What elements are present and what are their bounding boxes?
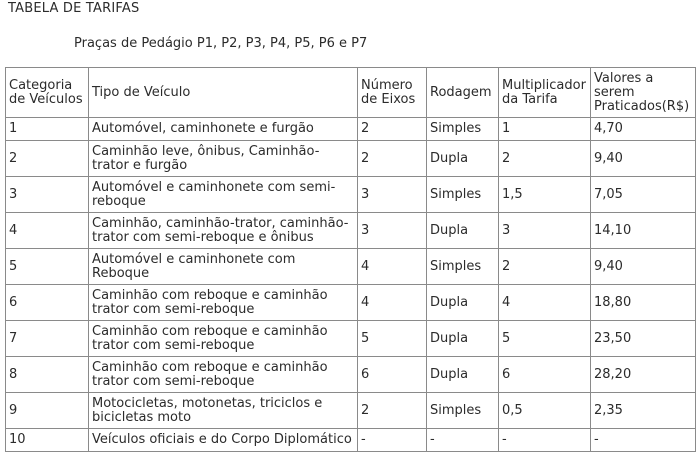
cell-eixos: 4 xyxy=(358,249,427,285)
cell-tipo-veiculo: Veículos oficiais e do Corpo Diplomático xyxy=(89,429,358,452)
header-numero-eixos: Número de Eixos xyxy=(358,68,427,118)
cell-rodagem: Dupla xyxy=(427,321,499,357)
cell-rodagem: Simples xyxy=(427,393,499,429)
cell-tipo-veiculo: Caminhão leve, ônibus, Caminhão-trator e furgão xyxy=(89,141,358,177)
cell-eixos: 2 xyxy=(358,118,427,141)
cell-categoria: 5 xyxy=(6,249,89,285)
cell-categoria: 4 xyxy=(6,213,89,249)
cell-multiplicador: 0,5 xyxy=(499,393,591,429)
cell-categoria: 2 xyxy=(6,141,89,177)
table-row xyxy=(6,118,696,141)
cell-rodagem: - xyxy=(427,429,499,452)
table-row xyxy=(6,141,696,177)
cell-valor: 9,40 xyxy=(591,141,696,177)
table-row xyxy=(6,213,696,249)
cell-tipo-veiculo: Automóvel, caminhonete e furgão xyxy=(89,118,358,141)
cell-eixos: 5 xyxy=(358,321,427,357)
cell-tipo-veiculo: Caminhão, caminhão-trator, caminhão-trator com semi-reboque e ônibus xyxy=(89,213,358,249)
table-row xyxy=(6,177,696,213)
cell-tipo-veiculo: Automóvel e caminhonete com semi-reboque xyxy=(89,177,358,213)
cell-eixos: 2 xyxy=(358,393,427,429)
cell-eixos: 2 xyxy=(358,141,427,177)
table-row xyxy=(6,285,696,321)
table-row xyxy=(6,393,696,429)
page-subtitle: Praças de Pedágio P1, P2, P3, P4, P5, P6 e P7 xyxy=(74,36,368,51)
table-header-row xyxy=(6,68,696,118)
cell-multiplicador: - xyxy=(499,429,591,452)
cell-rodagem: Dupla xyxy=(427,141,499,177)
header-rodagem: Rodagem xyxy=(427,68,499,118)
cell-rodagem: Dupla xyxy=(427,285,499,321)
header-tipo-veiculo: Tipo de Veículo xyxy=(89,68,358,118)
cell-categoria: 1 xyxy=(6,118,89,141)
cell-rodagem: Simples xyxy=(427,249,499,285)
cell-valor: 14,10 xyxy=(591,213,696,249)
table-row xyxy=(6,429,696,452)
cell-rodagem: Simples xyxy=(427,118,499,141)
cell-multiplicador: 2 xyxy=(499,141,591,177)
table-row xyxy=(6,321,696,357)
cell-categoria: 8 xyxy=(6,357,89,393)
cell-valor: 9,40 xyxy=(591,249,696,285)
cell-multiplicador: 3 xyxy=(499,213,591,249)
cell-rodagem: Dupla xyxy=(427,357,499,393)
cell-multiplicador: 4 xyxy=(499,285,591,321)
cell-valor: - xyxy=(591,429,696,452)
cell-eixos: - xyxy=(358,429,427,452)
cell-rodagem: Dupla xyxy=(427,213,499,249)
cell-tipo-veiculo: Caminhão com reboque e caminhão trator com semi-reboque xyxy=(89,285,358,321)
cell-multiplicador: 1,5 xyxy=(499,177,591,213)
cell-tipo-veiculo: Motocicletas, motonetas, triciclos e bicicletas moto xyxy=(89,393,358,429)
cell-tipo-veiculo: Caminhão com reboque e caminhão trator com semi-reboque xyxy=(89,321,358,357)
cell-tipo-veiculo: Automóvel e caminhonete com Reboque xyxy=(89,249,358,285)
cell-multiplicador: 5 xyxy=(499,321,591,357)
cell-categoria: 10 xyxy=(6,429,89,452)
cell-valor: 7,05 xyxy=(591,177,696,213)
cell-categoria: 7 xyxy=(6,321,89,357)
cell-rodagem: Simples xyxy=(427,177,499,213)
header-valores: Valores a serem Praticados(R$) xyxy=(591,68,696,118)
cell-eixos: 3 xyxy=(358,213,427,249)
cell-eixos: 4 xyxy=(358,285,427,321)
cell-multiplicador: 1 xyxy=(499,118,591,141)
cell-valor: 23,50 xyxy=(591,321,696,357)
cell-valor: 4,70 xyxy=(591,118,696,141)
cell-valor: 18,80 xyxy=(591,285,696,321)
table-row xyxy=(6,249,696,285)
cell-categoria: 9 xyxy=(6,393,89,429)
cell-tipo-veiculo: Caminhão com reboque e caminhão trator com semi-reboque xyxy=(89,357,358,393)
header-multiplicador: Multiplicador da Tarifa xyxy=(499,68,591,118)
cell-multiplicador: 6 xyxy=(499,357,591,393)
cell-valor: 2,35 xyxy=(591,393,696,429)
header-categoria: Categoria de Veículos xyxy=(6,68,89,118)
cell-eixos: 3 xyxy=(358,177,427,213)
cell-valor: 28,20 xyxy=(591,357,696,393)
page-title: TABELA DE TARIFAS xyxy=(8,1,140,16)
cell-eixos: 6 xyxy=(358,357,427,393)
tariff-table xyxy=(5,67,696,452)
cell-categoria: 3 xyxy=(6,177,89,213)
cell-categoria: 6 xyxy=(6,285,89,321)
cell-multiplicador: 2 xyxy=(499,249,591,285)
table-row xyxy=(6,357,696,393)
